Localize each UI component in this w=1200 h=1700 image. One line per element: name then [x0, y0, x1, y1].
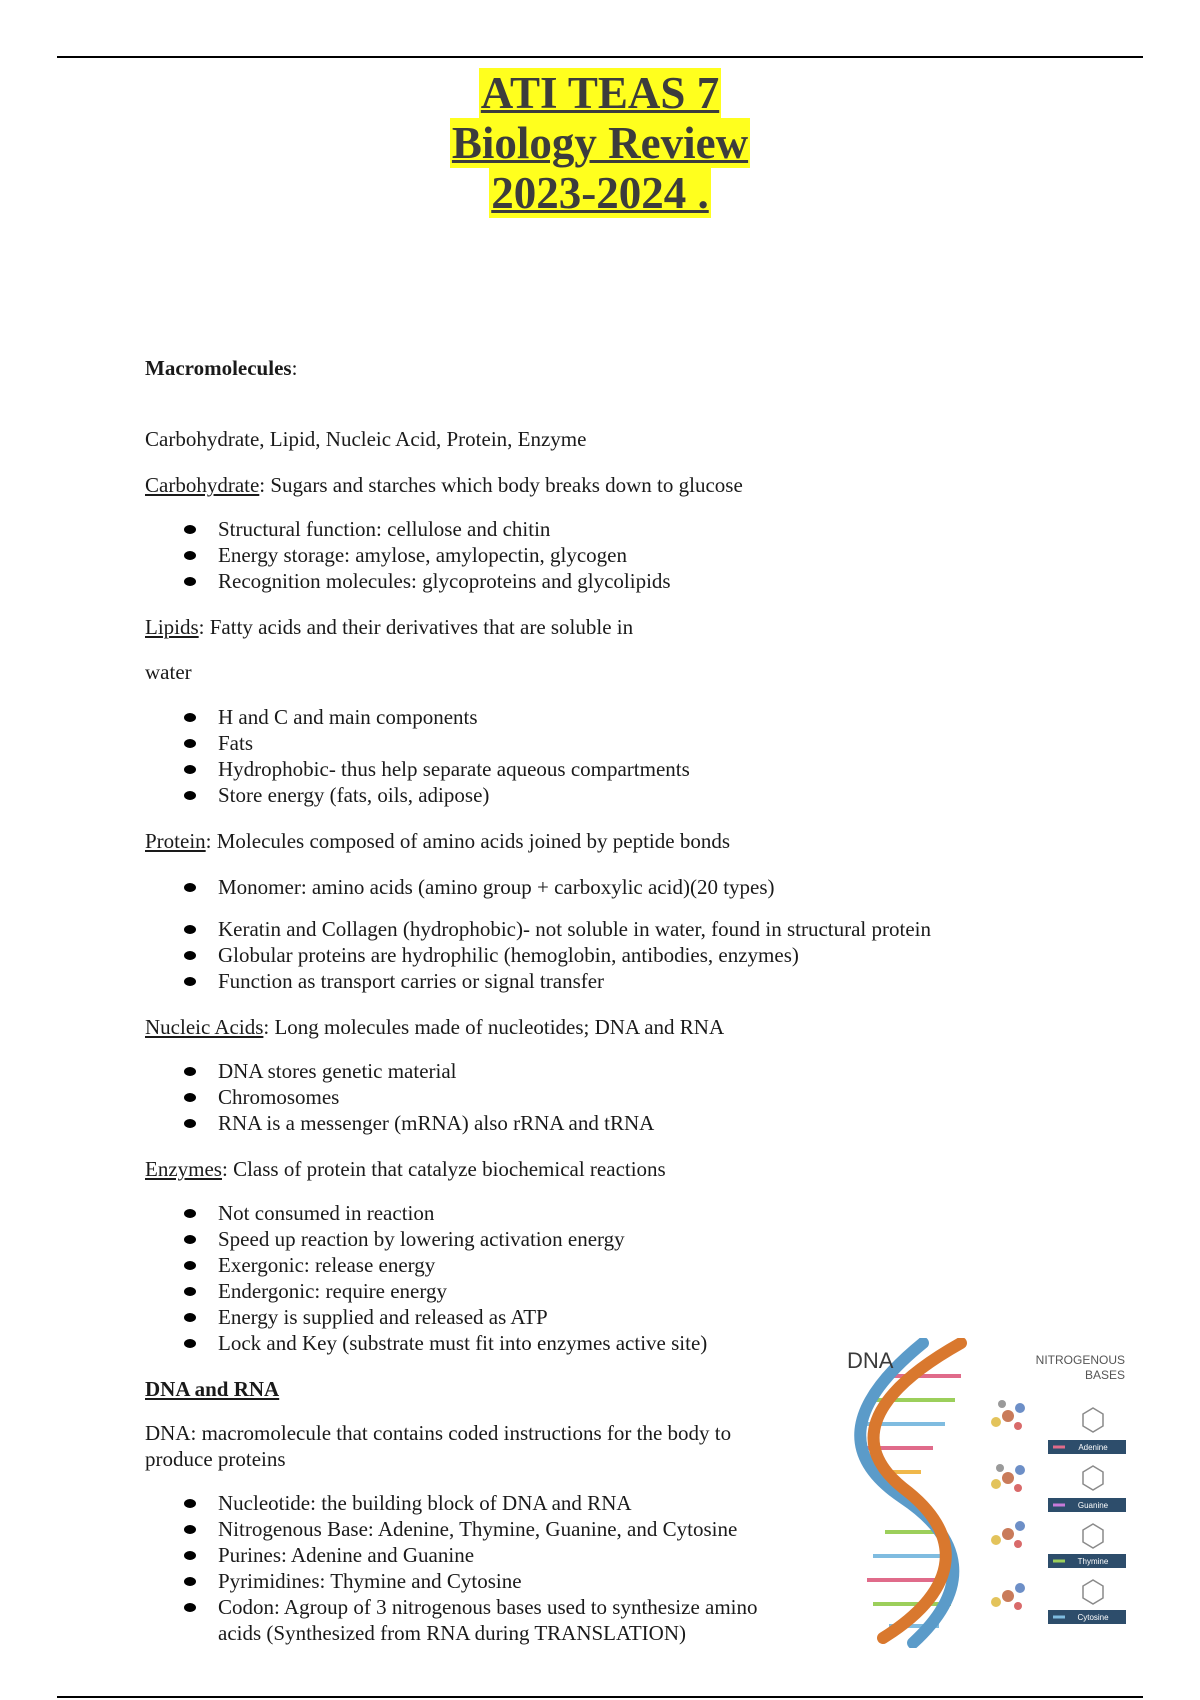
macromolecules-list: Carbohydrate, Lipid, Nucleic Acid, Protein, Enzyme [145, 427, 587, 451]
list-item: Pyrimidines: Thymine and Cytosine [145, 1568, 805, 1594]
macromolecules-heading [145, 355, 985, 381]
bottom-rule [57, 1696, 1143, 1698]
macromolecules-heading-text: Macromolecules [145, 356, 292, 380]
base-tag-adenine: Adenine [1078, 1443, 1108, 1452]
enzymes-text: : Class of protein that catalyze biochemical reactions [221, 1157, 666, 1181]
dna-illustration [843, 1338, 1128, 1648]
nucleic-acids-definition [145, 1014, 985, 1040]
title-line-2: Biology Review [451, 118, 749, 168]
list-item: Store energy (fats, oils, adipose) [145, 782, 985, 808]
protein-label: Protein [145, 829, 206, 853]
carbohydrate-definition [145, 472, 985, 498]
list-item: Not consumed in reaction [145, 1200, 755, 1226]
list-item: Lock and Key (substrate must fit into enzymes active site) [145, 1330, 755, 1356]
list-item: Exergonic: release energy [145, 1252, 755, 1278]
list-item: H and C and main components [145, 704, 985, 730]
nucleic-acids-label: Nucleic Acids [145, 1015, 264, 1039]
base-tag-guanine: Guanine [1077, 1501, 1109, 1510]
protein-bullets [145, 916, 985, 994]
dna-definition: DNA: macromolecule that contains coded instructions for the body to produce proteins [145, 1421, 732, 1471]
list-item: Nitrogenous Base: Adenine, Thymine, Guanine, and Cytosine [145, 1516, 805, 1542]
title-line-1: ATI TEAS 7 [480, 68, 720, 118]
list-item: Monomer: amino acids (amino group + carboxylic acid)(20 types) [145, 874, 985, 900]
lipids-bullets [145, 704, 985, 808]
lipids-definition [145, 614, 985, 640]
carbohydrate-bullets [145, 516, 985, 594]
list-item: Function as transport carries or signal transfer [145, 968, 985, 994]
list-item: Purines: Adenine and Guanine [145, 1542, 805, 1568]
protein-text: : Molecules composed of amino acids joined by peptide bonds [205, 829, 730, 853]
list-item: Nucleotide: the building block of DNA and RNA [145, 1490, 805, 1516]
protein-bullet-first [145, 874, 985, 900]
list-item: Codon: Agroup of 3 nitrogenous bases used to synthesize amino acids (Synthesized from RNA during TRANSLATION) [145, 1594, 805, 1646]
nucleic-acids-text: : Long molecules made of nucleotides; DNA and RNA [263, 1015, 725, 1039]
list-item: Keratin and Collagen (hydrophobic)- not soluble in water, found in structural protein [145, 916, 985, 942]
carbohydrate-text: : Sugars and starches which body breaks down to glucose [259, 473, 743, 497]
list-item: Recognition molecules: glycoproteins and glycolipids [145, 568, 985, 594]
list-item: Globular proteins are hydrophilic (hemoglobin, antibodies, enzymes) [145, 942, 985, 968]
lipids-text: : Fatty acids and their derivatives that are soluble in [198, 615, 634, 639]
protein-definition [145, 828, 985, 854]
lipids-label: Lipids [145, 615, 199, 639]
list-item: Fats [145, 730, 985, 756]
enzymes-definition [145, 1156, 985, 1182]
base-tags [1048, 1440, 1126, 1624]
list-item: Hydrophobic- thus help separate aqueous compartments [145, 756, 985, 782]
lipids-continuation: water [145, 660, 192, 684]
nucleic-acids-bullets [145, 1058, 985, 1136]
title-line-3: 2023-2024 . [491, 168, 709, 218]
enzymes-label: Enzymes [145, 1157, 222, 1181]
list-item: Speed up reaction by lowering activation energy [145, 1226, 755, 1252]
dna-rna-bullets [145, 1490, 805, 1646]
list-item: Energy is supplied and released as ATP [145, 1304, 755, 1330]
enzymes-bullets [145, 1200, 755, 1356]
dna-helix-svg [843, 1338, 1128, 1648]
dna-figure-label: DNA [847, 1348, 894, 1373]
list-item: Energy storage: amylose, amylopectin, glycogen [145, 542, 985, 568]
list-item: Chromosomes [145, 1084, 985, 1110]
nitrogenous-bases-title-2: BASES [1084, 1368, 1125, 1382]
list-item: Endergonic: require energy [145, 1278, 755, 1304]
list-item: DNA stores genetic material [145, 1058, 985, 1084]
carbohydrate-label: Carbohydrate [145, 473, 260, 497]
list-item: Structural function: cellulose and chitin [145, 516, 985, 542]
top-rule [57, 56, 1143, 58]
molecule-clusters [991, 1400, 1025, 1610]
list-item: RNA is a messenger (mRNA) also rRNA and tRNA [145, 1110, 985, 1136]
nitrogenous-bases-title-1: NITROGENOUS [1035, 1353, 1125, 1367]
macromolecules-colon: : [291, 356, 298, 380]
dna-rna-heading-text: DNA and RNA [145, 1377, 280, 1401]
base-tag-cytosine: Cytosine [1077, 1613, 1109, 1622]
base-tag-thymine: Thymine [1077, 1557, 1109, 1566]
document-title [0, 68, 1200, 218]
